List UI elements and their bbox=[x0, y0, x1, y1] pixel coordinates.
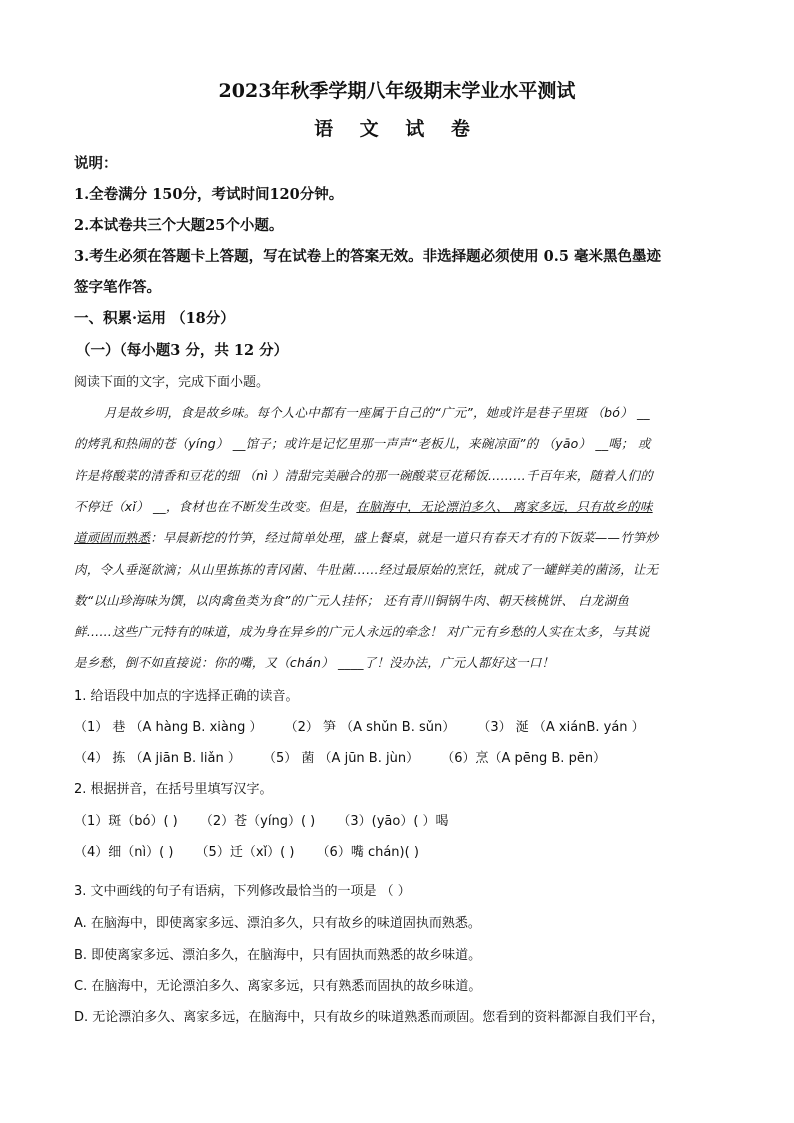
option: （2） 笋 （A shǔn B. sǔn） bbox=[284, 720, 456, 735]
underlined-sentence: 在脑海中，无论漂泊多久、 离家多远，只有故乡的味 bbox=[356, 499, 653, 514]
blank-item: （1）斑（bó）( ) bbox=[74, 814, 178, 829]
option: （4） 拣 （A jiān B. liǎn ） bbox=[74, 751, 241, 766]
exam-subtitle: 语 文 试 卷 bbox=[314, 118, 480, 140]
part-heading: （一）（每小题3 分，共 12 分） bbox=[76, 342, 289, 359]
passage-text: ：早晨新挖的竹笋，经过简单处理，盛上餐桌，就是一道只有春天才有的下饭菜——竹笋炒 bbox=[150, 530, 659, 545]
passage-line: 的烤乳和热闹的苍（yíng） __馆子；或许是记忆里那一声声“老板儿，来碗凉面”的 （yāo） __喝； 或 bbox=[74, 436, 651, 451]
exam-title: 2023年秋季学期八年级期末学业水平测试 bbox=[218, 80, 576, 102]
question-1-stem: 1. 给语段中加点的字选择正确的读音。 bbox=[74, 689, 299, 704]
question-1-options-row bbox=[74, 716, 663, 735]
underlined-sentence: 道顽固而熟悉 bbox=[74, 530, 151, 545]
blank-item: （5）迁（xǐ）( ) bbox=[195, 845, 295, 860]
notes-heading: 说明： bbox=[74, 155, 118, 172]
passage-line: 鲜……这些广元特有的味道，成为身在异乡的广元人永远的牵念！ 对广元有乡愁的人实在太多，与其说 bbox=[74, 624, 650, 639]
question-3-stem: 3. 文中画线的句子有语病，下列修改最恰当的一项是 （ ） bbox=[74, 884, 411, 899]
notes-item: 3.考生必须在答题卡上答题，写在试卷上的答案无效。非选择题必须使用 0.5 毫米黑色墨迹 bbox=[74, 248, 661, 265]
question-3-option: D. 无论漂泊多久、离家多远，在脑海中，只有故乡的味道熟悉而顽固。您看到的资料都源自我们平台， bbox=[74, 1010, 665, 1025]
question-2-blanks-row bbox=[74, 810, 467, 829]
passage-line: 许是将酸菜的清香和豆花的细 （nì ）清甜完美融合的那一碗酸菜豆花稀饭………千百年来，随着人们的 bbox=[74, 468, 653, 483]
passage-line: 肉，令人垂涎欲滴；从山里拣拣的青冈菌、牛肚菌……经过最原始的烹饪，就成了一罐鲜美的菌汤，让无 bbox=[74, 562, 659, 577]
section-heading: 一、积累·运用 （18分） bbox=[74, 310, 235, 327]
passage-line bbox=[74, 528, 658, 546]
notes-item: 1.全卷满分 150分，考试时间120分钟。 bbox=[74, 186, 344, 203]
passage-line: 数“以山珍海味为馔，以肉禽鱼类为食”的广元人挂怀； 还有青川铜锅牛肉、朝天核桃饼、 白龙湖鱼 bbox=[74, 593, 630, 608]
blank-item: （6）嘴 chán)( ) bbox=[316, 845, 419, 860]
option: （5） 菌 （A jūn B. jùn） bbox=[263, 751, 420, 766]
question-3-option: C. 在脑海中，无论漂泊多久、离家多远，只有熟悉而固执的故乡味道。 bbox=[74, 979, 482, 994]
passage-line bbox=[74, 497, 653, 515]
notes-item: 2.本试卷共三个大题25个小题。 bbox=[74, 217, 284, 234]
passage-line: 是乡愁，倒不如直接说：你的嘴，又（chán） ____了！没办法，广元人都好这一口！ bbox=[74, 655, 555, 670]
question-2-blanks-row bbox=[74, 841, 437, 860]
blank-item: （3）(yāo）( ）喝 bbox=[337, 814, 449, 829]
question-3-option: B. 即使离家多远、漂泊多久，在脑海中，只有固执而熟悉的故乡味道。 bbox=[74, 948, 482, 963]
question-1-options-row bbox=[74, 747, 624, 766]
passage-text: 不停迁（xǐ） __，食材也在不断发生改变。但是， bbox=[74, 499, 357, 514]
option: （3） 涎 （A xiánB. yán ） bbox=[477, 720, 645, 735]
question-2-stem: 2. 根据拼音，在括号里填写汉字。 bbox=[74, 782, 273, 797]
option: （1） 巷 （A hàng B. xiàng ） bbox=[74, 720, 263, 735]
option: （6）烹（A pēng B. pēn） bbox=[441, 751, 607, 766]
blank-item: （4）细（nì）( ) bbox=[74, 845, 174, 860]
passage-line: 月是故乡明，食是故乡味。每个人心中都有一座属于自己的“广元”，她或许是巷子里斑 （bó） __ bbox=[104, 405, 650, 420]
question-3-option: A. 在脑海中，即使离家多远、漂泊多久，只有故乡的味道固执而熟悉。 bbox=[74, 916, 481, 931]
notes-item: 签字笔作答。 bbox=[74, 279, 161, 296]
reading-instruction: 阅读下面的文字，完成下面小题。 bbox=[74, 375, 270, 390]
blank-item: （2）苍（yíng）( ) bbox=[199, 814, 316, 829]
